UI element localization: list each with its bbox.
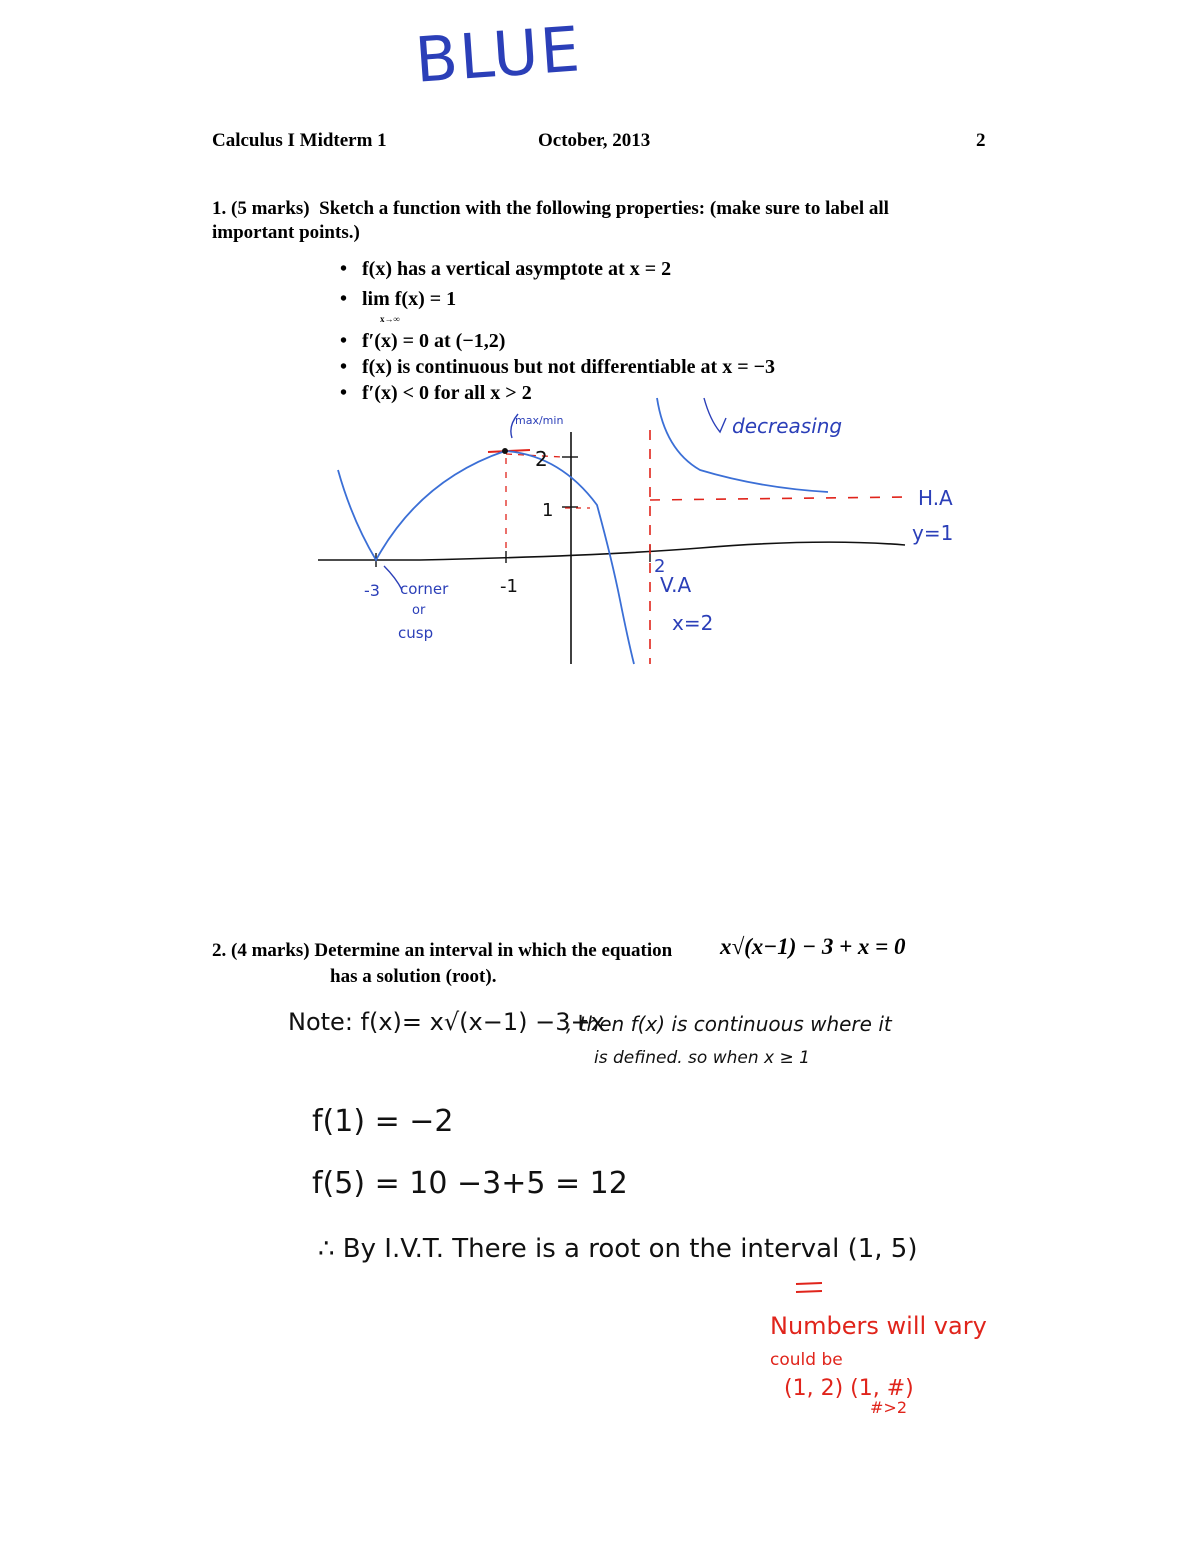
tick-label-y2: 2 <box>535 447 548 471</box>
lim-subscript: x→∞ <box>380 314 400 324</box>
blue-stamp: BLUE <box>412 12 584 97</box>
bullet-text: lim f(x) = 1 <box>362 288 457 310</box>
work-f5: f(5) = 10 −3+5 = 12 <box>312 1166 628 1201</box>
maxmin-label: max/min <box>515 414 564 427</box>
tick-label-x2: 2 <box>654 556 666 577</box>
work-f1: f(1) = −2 <box>312 1104 454 1139</box>
red-note-line3: (1, 2) (1, #) <box>784 1376 914 1401</box>
q2-prompt-line2: has a solution (root). <box>330 966 497 987</box>
q2-equation: x√(x−1) − 3 + x = 0 <box>720 934 906 959</box>
underline-1 <box>796 1283 822 1284</box>
underline-2 <box>796 1291 822 1292</box>
bullet-text: f′(x) < 0 for all x > 2 <box>362 382 532 404</box>
ha-equation: y=1 <box>912 521 954 545</box>
q2-prompt: Determine an interval in which the equation <box>314 940 673 961</box>
work-note: Note: f(x)= x√(x−1) −3+x <box>288 1008 605 1036</box>
course-title: Calculus I Midterm 1 <box>212 130 387 151</box>
work-note-domain: is defined. so when x ≥ 1 <box>594 1048 810 1068</box>
red-note-line4: #>2 <box>870 1398 907 1417</box>
or-label: or <box>412 603 426 618</box>
q1-bullet-5: • f′(x) < 0 for all x > 2 <box>340 382 532 404</box>
bullet-text: f(x) is continuous but not differentiable at x = −3 <box>362 356 775 378</box>
q2-label: 2. (4 marks) <box>212 940 310 961</box>
q1-prompt: Sketch a function with the following properties: (make sure to label all <box>319 198 889 219</box>
q1-bullet-1: • f(x) has a vertical asymptote at x = 2 <box>340 258 672 280</box>
page-number: 2 <box>976 130 986 151</box>
cusp-label: cusp <box>398 624 434 642</box>
bullet-text: f(x) has a vertical asymptote at x = 2 <box>362 258 672 280</box>
q1-bullet-4: • f(x) is continuous but not differentiable at x = −3 <box>340 356 775 378</box>
red-note-line1: Numbers will vary <box>770 1312 987 1340</box>
tick-label-neg3: -3 <box>364 581 380 600</box>
ha-label: H.A <box>918 486 953 510</box>
bullet-text: f′(x) = 0 at (−1,2) <box>362 330 506 352</box>
q1-bullet-3: • f′(x) = 0 at (−1,2) <box>340 330 506 352</box>
va-equation: x=2 <box>672 611 714 635</box>
work-conclusion: ∴ By I.V.T. There is a root on the interval (1, 5) <box>318 1234 918 1264</box>
red-note-line2: could be <box>770 1350 843 1370</box>
tick-label-neg1: -1 <box>500 576 518 597</box>
va-label: V.A <box>660 573 692 597</box>
q1-prompt-line2: important points.) <box>212 222 360 243</box>
decreasing-label: decreasing <box>732 414 843 438</box>
work-note-continuity: , then f(x) is continuous where it <box>566 1012 892 1036</box>
q1-bullet-2: • lim f(x) = 1 <box>340 288 457 310</box>
corner-label: corner <box>400 580 449 598</box>
tick-label-y1: 1 <box>542 500 554 521</box>
q1-label: 1. (5 marks) <box>212 198 310 219</box>
exam-date: October, 2013 <box>538 130 651 151</box>
